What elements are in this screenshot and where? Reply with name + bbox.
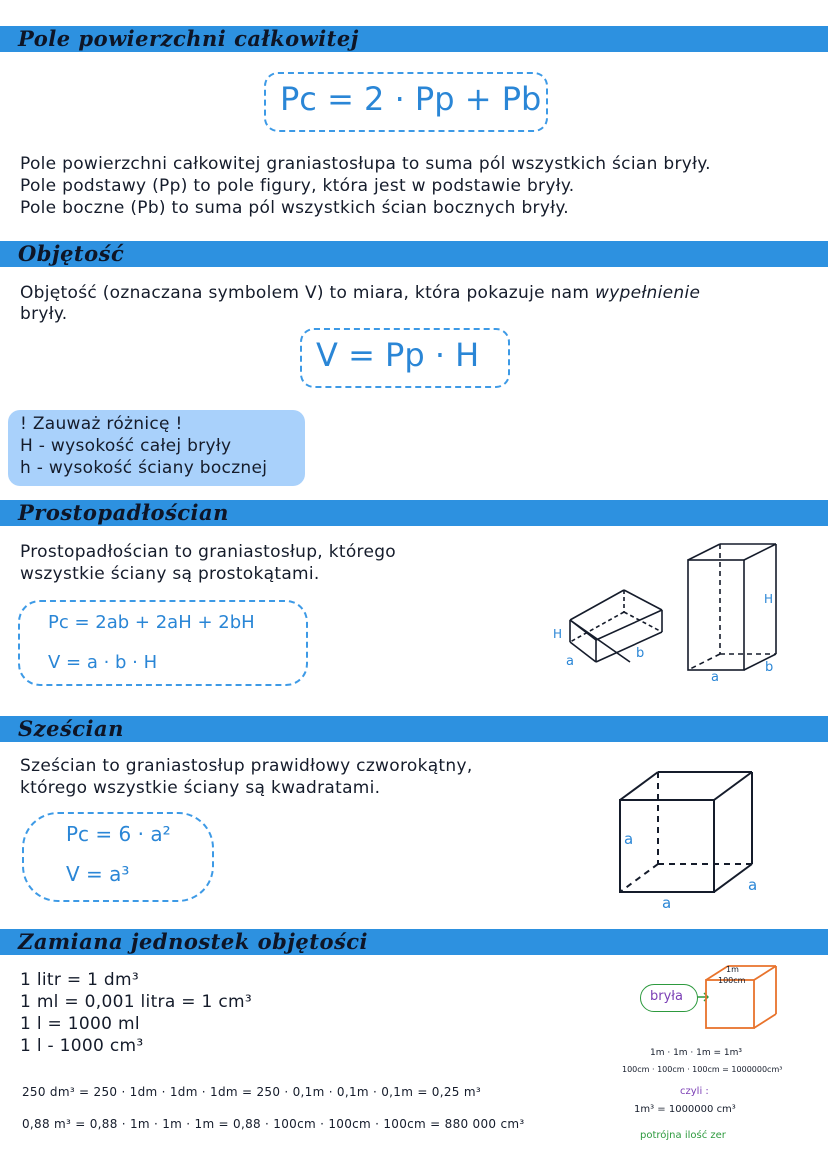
bryla-label: bryła [650, 989, 683, 1004]
objetosc-definition-line-1 [20, 283, 700, 304]
unit-line-3: 1 l = 1000 ml [20, 1014, 140, 1034]
definition-line-2: Pole podstawy (Pp) to pole figury, która jest w podstawie bryły. [20, 176, 575, 196]
side-eq-2: 100cm · 100cm · 100cm = 1000000cm³ [622, 1065, 783, 1074]
cuboid-tall-label-b: b [765, 660, 774, 675]
cube-label-left: a [624, 830, 634, 848]
prostopadloscian-line-1: Prostopadłościan to graniastosłup, którego [20, 542, 396, 562]
calc-line-2: 0,88 m³ = 0,88 · 1m · 1m · 1m = 0,88 · 100cm · 100cm · 100cm = 880 000 cm³ [22, 1117, 525, 1131]
formula-szescian-v: V = a³ [66, 862, 130, 886]
definition-line-1: Pole powierzchni całkowitej graniastosłupa to suma pól wszystkich ścian bryły. [20, 154, 711, 174]
prostopadloscian-line-2: wszystkie ściany są prostokątami. [20, 564, 320, 584]
szescian-line-1: Sześcian to graniastosłup prawidłowy czworokątny, [20, 756, 473, 776]
section-heading-zamiana: Zamiana jednostek objętości [18, 929, 369, 954]
objetosc-definition-line-2: bryły. [20, 304, 68, 324]
szescian-line-2: którego wszystkie ściany są kwadratami. [20, 778, 381, 798]
section-band-szescian [0, 716, 828, 742]
section-heading-szescian: Sześcian [18, 716, 124, 741]
cube-1m-label: 1m [726, 965, 739, 974]
note-line-3: h - wysokość ściany bocznej [20, 458, 268, 478]
unit-line-1: 1 litr = 1 dm³ [20, 970, 139, 990]
note-line-2: H - wysokość całej bryły [20, 436, 232, 456]
objetosc-definition-text: Objętość (oznaczana symbolem V) to miara, która pokazuje nam [20, 283, 595, 303]
unit-line-2: 1 ml = 0,001 litra = 1 cm³ [20, 992, 252, 1012]
cuboid-tall-drawing [680, 540, 790, 680]
unit-line-4: 1 l - 1000 cm³ [20, 1036, 144, 1056]
section-heading-pole: Pole powierzchni całkowitej [18, 26, 359, 51]
definition-line-3: Pole boczne (Pb) to suma pól wszystkich ścian bocznych bryły. [20, 198, 569, 218]
unit-cube-icon [702, 962, 784, 1032]
side-potrojna: potrójna ilość zer [640, 1130, 726, 1141]
cuboid-flat-label-h: H [553, 627, 563, 641]
formula-szescian-pc: Pc = 6 · a² [66, 822, 171, 846]
side-eq-3: 1m³ = 1000000 cm³ [634, 1104, 736, 1115]
cuboid-tall-label-h: H [764, 592, 774, 606]
objetosc-emphasis: wypełnienie [594, 283, 701, 303]
cube-label-bottom: a [662, 894, 672, 912]
formula-pole: Pc = 2 · Pp + Pb [280, 80, 542, 118]
note-line-1: ! Zauważ różnicę ! [20, 414, 183, 434]
side-eq-1: 1m · 1m · 1m = 1m³ [650, 1048, 743, 1058]
formula-prostopadloscian-pc: Pc = 2ab + 2aH + 2bH [48, 612, 255, 633]
side-czyli: czyli : [680, 1086, 709, 1097]
cuboid-tall-label-a: a [711, 670, 719, 685]
formula-objetosc: V = Pp · H [316, 336, 480, 374]
formula-prostopadloscian-v: V = a · b · H [48, 652, 158, 673]
calc-line-1: 250 dm³ = 250 · 1dm · 1dm · 1dm = 250 · 0,1m · 0,1m · 0,1m = 0,25 m³ [22, 1085, 481, 1099]
cube-100cm-label: 100cm [718, 976, 746, 985]
cuboid-flat-label-b: b [636, 646, 645, 661]
cube-label-right: a [748, 876, 758, 894]
section-heading-objetosc: Objętość [18, 241, 125, 266]
section-heading-prostopadloscian: Prostopadłościan [18, 500, 229, 525]
cuboid-flat-label-a: a [566, 654, 574, 669]
